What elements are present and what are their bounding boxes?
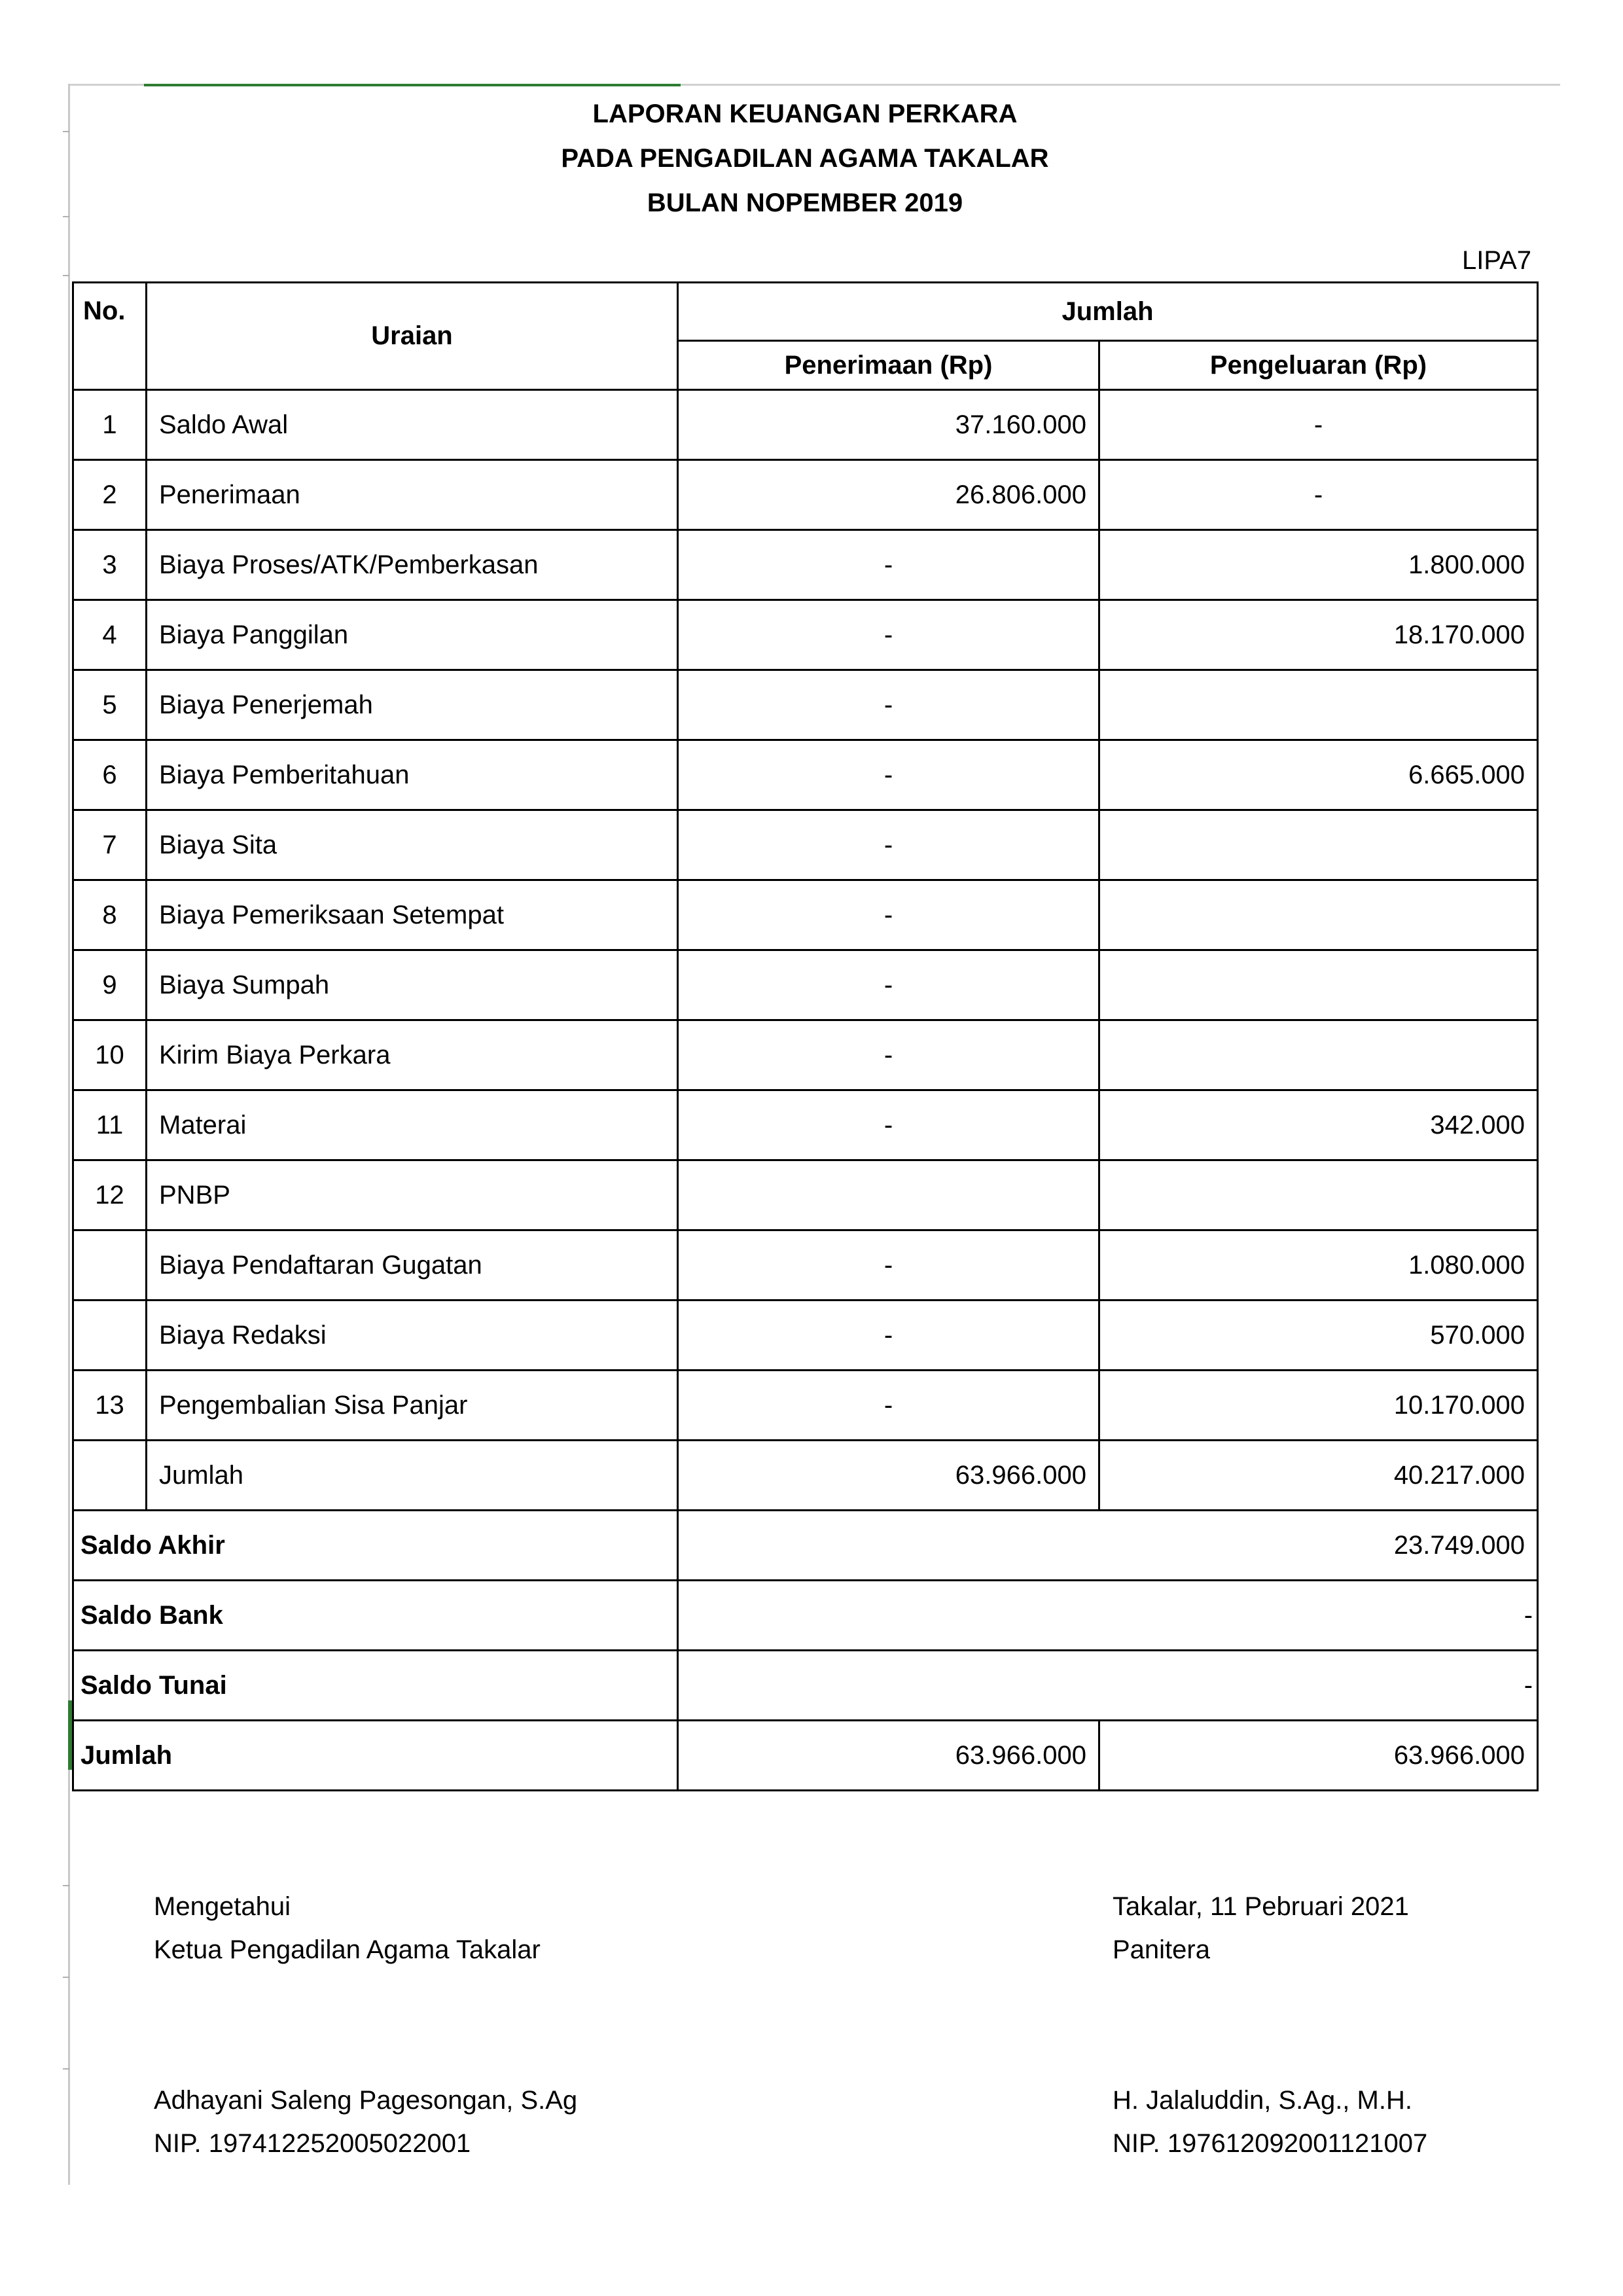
report-subtitle: PADA PENGADILAN AGAMA TAKALAR xyxy=(561,144,1049,173)
saldo-akhir-value: 23.749.000 xyxy=(678,1511,1538,1581)
col-header-uraian: Uraian xyxy=(147,283,678,390)
table-row xyxy=(73,670,1538,740)
row-no xyxy=(73,1230,147,1300)
gutter-tick xyxy=(63,275,69,276)
table-row-total xyxy=(73,1441,1538,1511)
row-pengeluaran xyxy=(1099,950,1538,1020)
row-no: 1 xyxy=(73,390,147,460)
row-uraian: Biaya Sumpah xyxy=(147,950,678,1020)
row-no: 5 xyxy=(73,670,147,740)
signature-right-name: H. Jalaluddin, S.Ag., M.H. xyxy=(1113,2086,1412,2115)
row-uraian: Biaya Proses/ATK/Pemberkasan xyxy=(147,530,678,600)
saldo-akhir-label: Saldo Akhir xyxy=(73,1511,678,1581)
row-penerimaan: - xyxy=(678,1090,1099,1160)
report-title: LAPORAN KEUANGAN PERKARA xyxy=(592,99,1018,128)
report-code: LIPA7 xyxy=(1462,246,1531,275)
row-no: 2 xyxy=(73,460,147,530)
table-row xyxy=(73,810,1538,880)
saldo-tunai-row xyxy=(73,1651,1538,1721)
row-uraian: Saldo Awal xyxy=(147,390,678,460)
table-row xyxy=(73,1090,1538,1160)
signature-right-nip: NIP. 197612092001121007 xyxy=(1113,2129,1428,2158)
grand-total-pengeluaran: 63.966.000 xyxy=(1099,1721,1538,1791)
signature-left-line2: Ketua Pengadilan Agama Takalar xyxy=(154,1935,541,1964)
selected-cell-border xyxy=(144,84,681,86)
table-row xyxy=(73,390,1538,460)
row-pengeluaran: 10.170.000 xyxy=(1099,1371,1538,1441)
table-row xyxy=(73,530,1538,600)
row-no: 12 xyxy=(73,1160,147,1230)
table-row xyxy=(73,600,1538,670)
row-pengeluaran: 570.000 xyxy=(1099,1300,1538,1371)
row-no: 8 xyxy=(73,880,147,950)
row-penerimaan: - xyxy=(678,740,1099,810)
table-row xyxy=(73,1300,1538,1371)
financial-report-table xyxy=(72,281,1539,1791)
gutter-tick xyxy=(63,216,69,217)
grand-total-penerimaan: 63.966.000 xyxy=(678,1721,1099,1791)
table-row xyxy=(73,1371,1538,1441)
gutter-tick xyxy=(63,1885,69,1886)
row-penerimaan: - xyxy=(678,1230,1099,1300)
signature-right-line1: Takalar, 11 Pebruari 2021 xyxy=(1113,1892,1409,1921)
row-pengeluaran: 18.170.000 xyxy=(1099,600,1538,670)
gutter-tick xyxy=(63,131,69,132)
row-uraian: Kirim Biaya Perkara xyxy=(147,1020,678,1090)
grand-total-label: Jumlah xyxy=(73,1721,678,1791)
row-penerimaan: 26.806.000 xyxy=(678,460,1099,530)
signature-left-name: Adhayani Saleng Pagesongan, S.Ag xyxy=(154,2086,578,2115)
table-row xyxy=(73,880,1538,950)
col-header-jumlah: Jumlah xyxy=(678,283,1538,341)
row-no: 10 xyxy=(73,1020,147,1090)
row-pengeluaran: 1.800.000 xyxy=(1099,530,1538,600)
signature-right-footer xyxy=(1113,2079,1427,2165)
row-pengeluaran: 1.080.000 xyxy=(1099,1230,1538,1300)
signature-right-header xyxy=(1113,1885,1409,1971)
row-penerimaan: - xyxy=(678,1371,1099,1441)
row-pengeluaran: 342.000 xyxy=(1099,1090,1538,1160)
row-pengeluaran: 40.217.000 xyxy=(1099,1441,1538,1511)
report-title-block xyxy=(72,92,1538,225)
row-penerimaan: - xyxy=(678,600,1099,670)
table-row xyxy=(73,1020,1538,1090)
row-uraian: Biaya Pendaftaran Gugatan xyxy=(147,1230,678,1300)
saldo-bank-label: Saldo Bank xyxy=(73,1581,678,1651)
table-row xyxy=(73,1230,1538,1300)
row-pengeluaran xyxy=(1099,880,1538,950)
col-header-no: No. xyxy=(73,283,147,390)
row-uraian: Biaya Penerjemah xyxy=(147,670,678,740)
signature-left-nip: NIP. 197412252005022001 xyxy=(154,2129,471,2158)
saldo-tunai-label: Saldo Tunai xyxy=(73,1651,678,1721)
row-uraian: Biaya Sita xyxy=(147,810,678,880)
table-row xyxy=(73,950,1538,1020)
col-header-penerimaan: Penerimaan (Rp) xyxy=(678,341,1099,390)
row-uraian: Biaya Pemberitahuan xyxy=(147,740,678,810)
gutter-tick xyxy=(63,1977,69,1978)
table-row xyxy=(73,1160,1538,1230)
row-pengeluaran xyxy=(1099,1160,1538,1230)
row-uraian: Biaya Redaksi xyxy=(147,1300,678,1371)
row-no: 13 xyxy=(73,1371,147,1441)
row-pengeluaran: - xyxy=(1099,460,1538,530)
row-uraian: Materai xyxy=(147,1090,678,1160)
row-penerimaan: - xyxy=(678,530,1099,600)
row-penerimaan: - xyxy=(678,670,1099,740)
saldo-tunai-value: - xyxy=(678,1651,1538,1721)
row-no: 11 xyxy=(73,1090,147,1160)
row-uraian: Biaya Pemeriksaan Setempat xyxy=(147,880,678,950)
row-pengeluaran xyxy=(1099,1020,1538,1090)
row-uraian: PNBP xyxy=(147,1160,678,1230)
row-uraian: Jumlah xyxy=(147,1441,678,1511)
row-penerimaan: - xyxy=(678,1300,1099,1371)
table-row xyxy=(73,460,1538,530)
signature-left-footer xyxy=(154,2079,577,2165)
row-penerimaan: - xyxy=(678,810,1099,880)
row-pengeluaran xyxy=(1099,670,1538,740)
signature-right-line2: Panitera xyxy=(1113,1935,1210,1964)
row-uraian: Penerimaan xyxy=(147,460,678,530)
row-penerimaan xyxy=(678,1160,1099,1230)
saldo-bank-value: - xyxy=(678,1581,1538,1651)
table-row xyxy=(73,740,1538,810)
row-no: 4 xyxy=(73,600,147,670)
row-uraian: Biaya Panggilan xyxy=(147,600,678,670)
row-penerimaan: - xyxy=(678,880,1099,950)
report-period: BULAN NOPEMBER 2019 xyxy=(647,188,963,217)
row-no xyxy=(73,1441,147,1511)
saldo-bank-row xyxy=(73,1581,1538,1651)
row-no: 9 xyxy=(73,950,147,1020)
col-header-pengeluaran: Pengeluaran (Rp) xyxy=(1099,341,1538,390)
row-penerimaan: 37.160.000 xyxy=(678,390,1099,460)
row-no: 3 xyxy=(73,530,147,600)
row-penerimaan: 63.966.000 xyxy=(678,1441,1099,1511)
row-no xyxy=(73,1300,147,1371)
row-pengeluaran: 6.665.000 xyxy=(1099,740,1538,810)
row-uraian: Pengembalian Sisa Panjar xyxy=(147,1371,678,1441)
sheet-gutter xyxy=(68,84,70,2185)
row-pengeluaran: - xyxy=(1099,390,1538,460)
grand-total-row xyxy=(73,1721,1538,1791)
row-no: 6 xyxy=(73,740,147,810)
row-pengeluaran xyxy=(1099,810,1538,880)
row-penerimaan: - xyxy=(678,950,1099,1020)
row-no: 7 xyxy=(73,810,147,880)
signature-left-line1: Mengetahui xyxy=(154,1892,291,1921)
saldo-akhir-row xyxy=(73,1511,1538,1581)
signature-left-header xyxy=(154,1885,541,1971)
gutter-tick xyxy=(63,2068,69,2070)
row-penerimaan: - xyxy=(678,1020,1099,1090)
